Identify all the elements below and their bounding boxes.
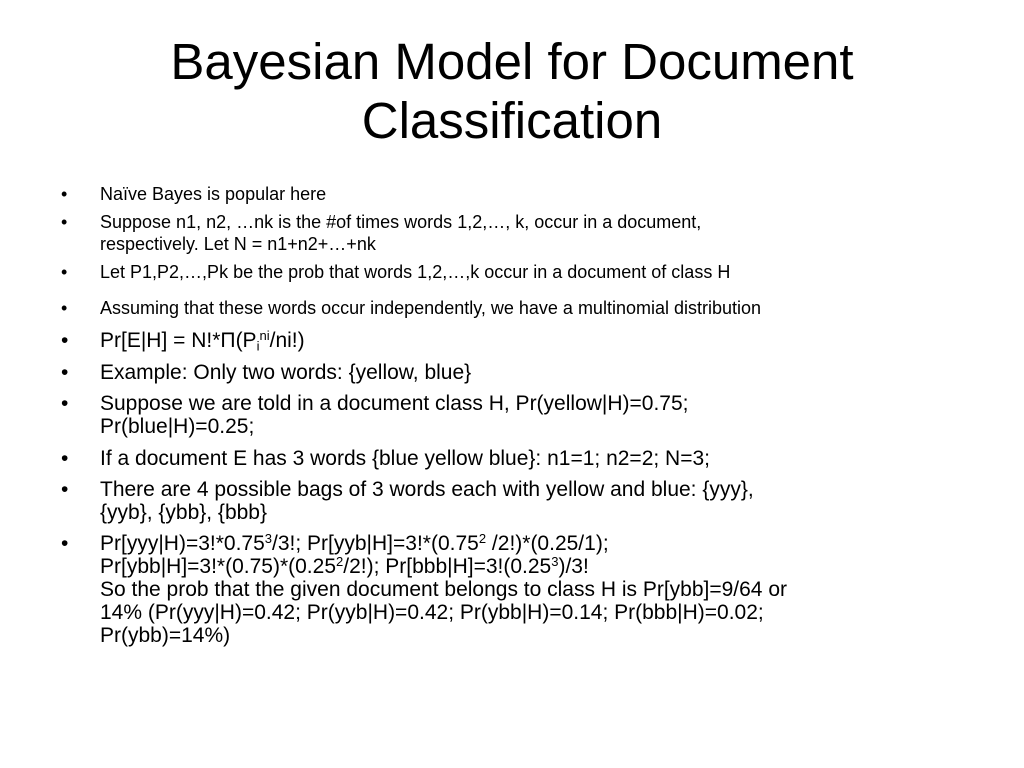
- bullet-icon: •: [61, 532, 69, 555]
- bullet-item-example: [61, 361, 960, 384]
- formula-part: /3!; Pr[yyb|H]=3!*(0.75: [272, 532, 479, 555]
- bullet-item-word-probabilities: [61, 261, 960, 283]
- bullet-icon: •: [61, 212, 68, 232]
- bullet-icon: •: [61, 262, 68, 282]
- bullet-item-possible-bags: [61, 478, 960, 524]
- slide-title: [60, 32, 964, 150]
- bullet-text-line-2: {yyb}, {ybb}, {bbb}: [100, 501, 267, 524]
- formula-superscript: ni: [259, 327, 270, 343]
- formula-part: Pr[ybb|H]=3!*(0.75)*(0.25: [100, 555, 336, 578]
- bullet-item-naive-bayes: [61, 183, 960, 205]
- bullet-text-line-1: Suppose we are told in a document class H, Pr(yellow|H)=0.75;: [100, 392, 689, 415]
- formula-superscript: 2: [336, 553, 344, 569]
- formula-superscript: 3: [264, 530, 273, 546]
- bullet-item-class-probabilities: [61, 392, 960, 438]
- formula-part: Pr[yyy|H)=3!*0.75: [100, 532, 265, 555]
- bullet-item-bag-probabilities: [61, 530, 960, 647]
- bullet-text-line-1: [100, 532, 960, 555]
- formula-part: /ni!): [269, 329, 305, 352]
- formula-superscript: 3: [551, 553, 559, 569]
- bullet-text-line-5: Pr(ybb)=14%): [100, 624, 231, 647]
- bullet-text-line-2: [100, 555, 960, 578]
- bullet-text: Naïve Bayes is popular here: [100, 184, 327, 204]
- bullet-text: Example: Only two words: {yellow, blue}: [100, 361, 472, 384]
- bullet-text: Let P1,P2,…,Pk be the prob that words 1,2,…,k occur in a document of class H: [100, 262, 731, 282]
- bullet-item-document-words: [61, 447, 960, 470]
- bullet-icon: •: [61, 447, 69, 470]
- formula-part: /2!); Pr[bbb|H]=3!(0.25: [343, 555, 552, 578]
- formula-part: /2!)*(0.25/1);: [486, 532, 609, 555]
- bullet-text-line-2: respectively. Let N = n1+n2+…+nk: [100, 234, 376, 254]
- bullet-icon: •: [61, 392, 69, 415]
- formula-subscript: i: [256, 338, 260, 354]
- formula-superscript: 2: [478, 530, 487, 546]
- bullet-text-line-2: Pr(blue|H)=0.25;: [100, 415, 255, 438]
- bullet-text: If a document E has 3 words {blue yellow blue}: n1=1; n2=2; N=3;: [100, 447, 710, 470]
- bullet-text-line-3: So the prob that the given document belongs to class H is Pr[ybb]=9/64 or: [100, 578, 787, 601]
- slide-title-line-1: Bayesian Model for Document: [170, 33, 854, 90]
- bullet-icon: •: [61, 361, 69, 384]
- bullet-icon: •: [61, 478, 69, 501]
- formula-part: Pr[E|H] = N!*Π(P: [100, 329, 257, 352]
- bullet-item-multinomial-formula: [61, 327, 960, 354]
- formula-text: [100, 329, 305, 352]
- bullet-text-line-1: There are 4 possible bags of 3 words each with yellow and blue: {yyy},: [100, 478, 754, 501]
- bullet-text-line-1: Suppose n1, n2, …nk is the #of times words 1,2,…, k, occur in a document,: [100, 212, 702, 232]
- bullet-item-independence: [61, 297, 960, 319]
- slide-title-line-2: Classification: [361, 92, 663, 149]
- formula-part: )/3!: [558, 555, 589, 578]
- bullet-icon: •: [61, 298, 68, 318]
- bullet-icon: •: [61, 329, 69, 352]
- bullet-text: Assuming that these words occur independently, we have a multinomial distribution: [100, 298, 762, 318]
- bullet-icon: •: [61, 184, 68, 204]
- bullet-text-line-4: 14% (Pr(yyy|H)=0.42; Pr(yyb|H)=0.42; Pr(ybb|H)=0.14; Pr(bbb|H)=0.02;: [100, 601, 764, 624]
- bullet-item-word-counts: [61, 211, 960, 255]
